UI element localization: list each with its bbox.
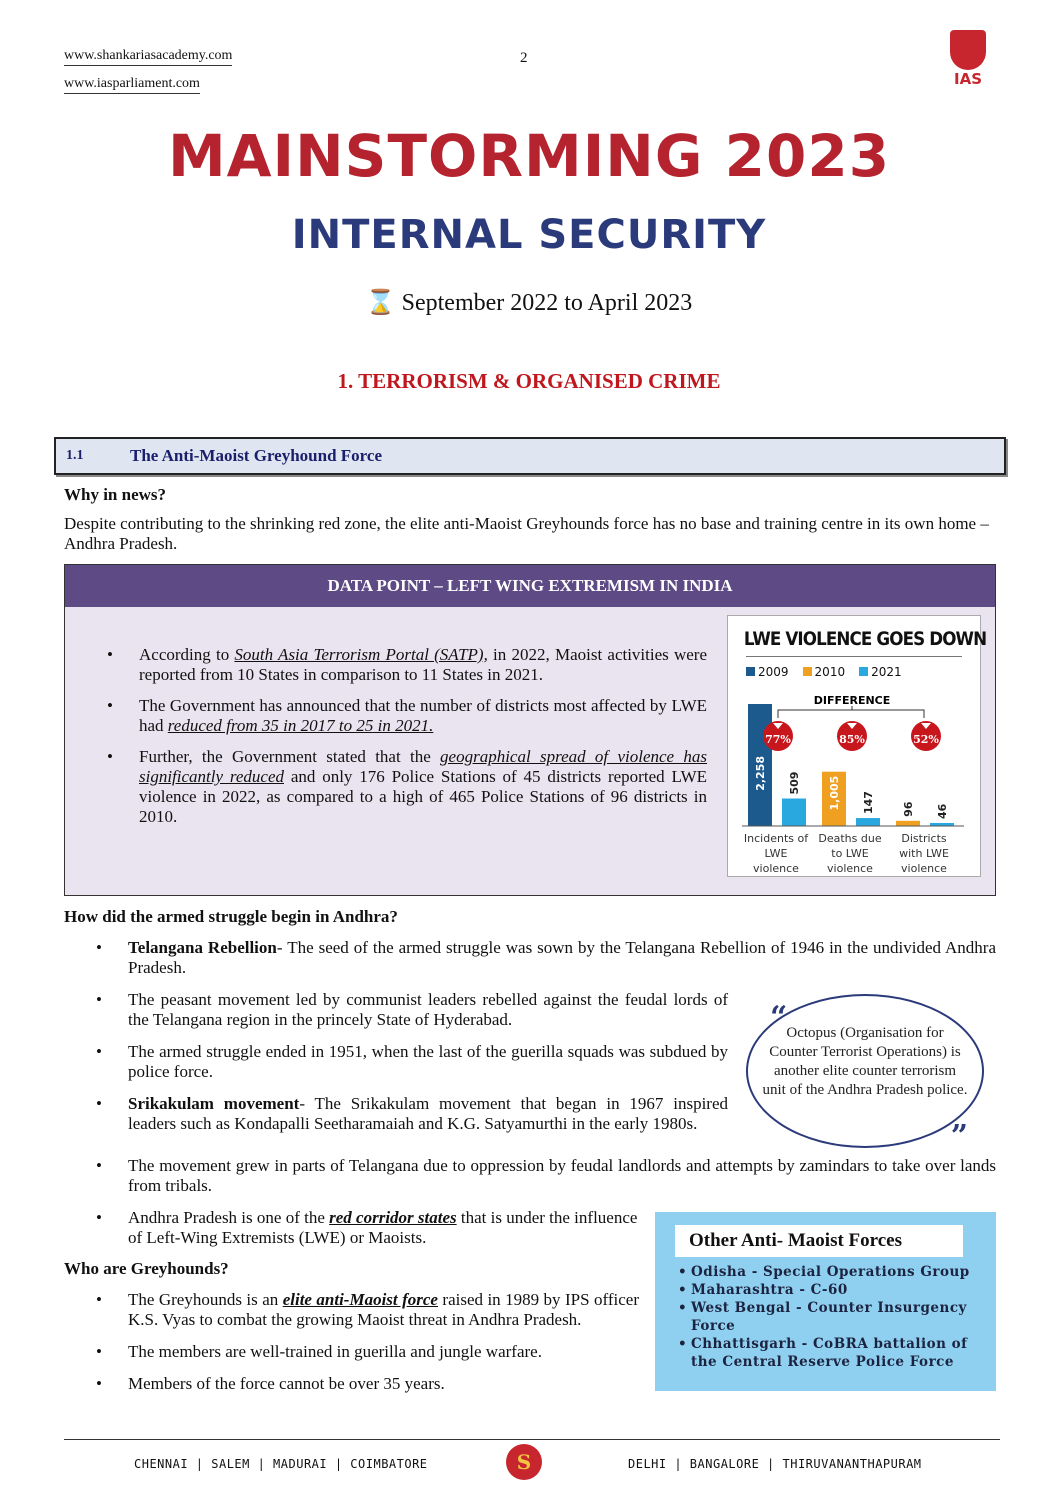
why-heading: Why in news? <box>64 485 167 504</box>
list-item: • The Government has announced that the number of districts most affected by LWE had reduced from 35 in 2017 to 25 in 2021. <box>139 696 981 736</box>
emphasis: geographical spread of violence has significantly reduced <box>139 747 707 786</box>
footer-cities-right: DELHI | BANGALORE | THIRUVANANTHAPURAM <box>628 1457 922 1471</box>
website-link-shankar[interactable] <box>64 46 232 64</box>
list-item: • According to South Asia Terrorism Portal (SATP), in 2022, Maoist activities were reported from 10 States in comparison to 11 States in 2021. <box>139 645 981 685</box>
force-item: • Chhattisgarh - CoBRA battalion of the Central Reserve Police Force <box>691 1335 975 1371</box>
legend-label: 2021 <box>871 665 902 679</box>
footer-cities-left: CHENNAI | SALEM | MADURAI | COIMBATORE <box>134 1457 428 1471</box>
difference-label: DIFFERENCE <box>813 694 891 707</box>
difference-value: 52% <box>913 733 939 746</box>
category-label: violence <box>753 862 799 875</box>
why-text: Despite contributing to the shrinking red zone, the elite anti-Maoist Greyhounds force has no base and training centre in its own home – Andhra Pradesh. <box>64 514 989 553</box>
list-item: • The Greyhounds is an elite anti-Maoist force raised in 1989 by IPS officer K.S. Vyas to combat the growing Maoist threat in Andhra Pradesh. <box>128 1290 996 1330</box>
list-item: • The peasant movement led by communist leaders rebelled against the feudal lords of the Telangana region in the princely State of Hyderabad. <box>128 990 996 1030</box>
logo-text: IAS <box>954 70 982 88</box>
armed-heading: How did the armed struggle begin in Andhra? <box>64 907 398 926</box>
legend-label: 2010 <box>814 665 846 679</box>
list-item: • Members of the force cannot be over 35 years. <box>128 1374 996 1394</box>
list-item: • Srikakulam movement- The Srikakulam movement that began in 1967 inspired leaders such as Kondapalli Seetharamaiah and K.G. Satyamurthi in the early 1980s. <box>128 1094 996 1134</box>
force-item: • West Bengal - Counter Insurgency Force <box>691 1299 975 1335</box>
category-label: LWE <box>764 847 788 860</box>
data-point-body <box>65 607 995 895</box>
list-item: • Further, the Government stated that the geographical spread of violence has significantly reduced and only 176 Police Stations of 45 districts reported LWE violence in 2022, as compared to a high of 465 Police Stations of 96 districts in 2010. <box>139 747 981 827</box>
list-item: • The armed struggle ended in 1951, when the last of the guerilla squads was subdued by police force. <box>128 1042 996 1082</box>
category-label: Districts <box>901 832 947 845</box>
subsection-number: 1.1 <box>66 448 84 463</box>
category-label: violence <box>827 862 873 875</box>
hourglass-icon: ⌛ <box>365 290 402 316</box>
force-item: • Maharashtra - C-60 <box>691 1281 975 1299</box>
subsection-heading <box>54 437 1006 475</box>
subsection-title: The Anti-Maoist Greyhound Force <box>130 446 383 465</box>
data-point-box <box>64 564 996 896</box>
close-quote-icon: ” <box>950 1119 968 1154</box>
list-item: • Andhra Pradesh is one of the red corridor states that is under the influence of Left-Wing Extremists (LWE) or Maoists. <box>128 1208 996 1248</box>
category-label: with LWE <box>899 847 949 860</box>
emphasis: elite anti-Maoist force <box>282 1290 438 1309</box>
ias-logo <box>946 30 990 88</box>
emphasis: red corridor states <box>329 1208 457 1227</box>
date-range <box>0 288 1058 317</box>
category-label: Incidents of <box>743 832 809 845</box>
link-text[interactable]: www.iasparliament.com <box>64 76 200 94</box>
list-item: • The members are well-trained in guerilla and jungle warfare. <box>128 1342 996 1362</box>
bar-label: 2,258 <box>754 756 767 791</box>
list-item: • Telangana Rebellion- The seed of the armed struggle was sown by the Telangana Rebellion of 1946 in the undivided Andhra Pradesh. <box>128 938 996 978</box>
difference-value: 77% <box>765 733 791 746</box>
main-title: MAINSTORMING 2023 <box>167 122 891 190</box>
content-flow <box>64 484 996 1397</box>
chart-title: LWE VIOLENCE GOES DOWN <box>743 628 987 650</box>
bar-label: 46 <box>936 803 949 819</box>
emphasis: reduced from 35 in 2017 to 25 in 2021. <box>167 716 434 735</box>
difference-value: 85% <box>839 733 865 746</box>
quote-text: Octopus (Organisation for Counter Terrorist Operations) is another elite counter terrorism unit of the Andhra Pradesh police. <box>762 1025 968 1098</box>
date-text: September 2022 to April 2023 <box>401 290 693 316</box>
category-label: Deaths due <box>818 832 882 845</box>
bar-label: 509 <box>788 771 801 795</box>
footer-divider <box>64 1439 1000 1440</box>
satp-link[interactable]: South Asia Terrorism Portal (SATP), <box>234 645 488 664</box>
page-number: 2 <box>520 50 528 66</box>
open-quote-icon: “ <box>770 1000 788 1035</box>
list-item: • The movement grew in parts of Telangana due to oppression by feudal landlords and attempts by zamindars to take over lands from tribals. <box>128 1156 996 1196</box>
subject-title: INTERNAL SECURITY <box>291 212 767 258</box>
category-label: violence <box>901 862 947 875</box>
force-item: • Odisha - Special Operations Group <box>691 1263 975 1281</box>
forces-heading: Other Anti- Maoist Forces <box>675 1225 963 1257</box>
category-label: to LWE <box>831 847 869 860</box>
bar-label: 147 <box>862 791 875 815</box>
shield-icon <box>950 30 986 70</box>
link-text[interactable]: www.shankariasacademy.com <box>64 48 232 66</box>
footer-logo: S <box>506 1444 542 1480</box>
website-link-iasparliament[interactable] <box>64 74 200 92</box>
legend-label: 2009 <box>758 665 789 679</box>
bar-label: 96 <box>902 801 915 817</box>
bar-label: 1,005 <box>828 775 841 811</box>
greyhounds-heading: Who are Greyhounds? <box>64 1259 229 1278</box>
data-point-heading: DATA POINT – LEFT WING EXTREMISM IN INDIA <box>65 565 995 607</box>
section-heading: 1. TERRORISM & ORGANISED CRIME <box>337 369 721 393</box>
greyhounds-list <box>128 1290 996 1394</box>
